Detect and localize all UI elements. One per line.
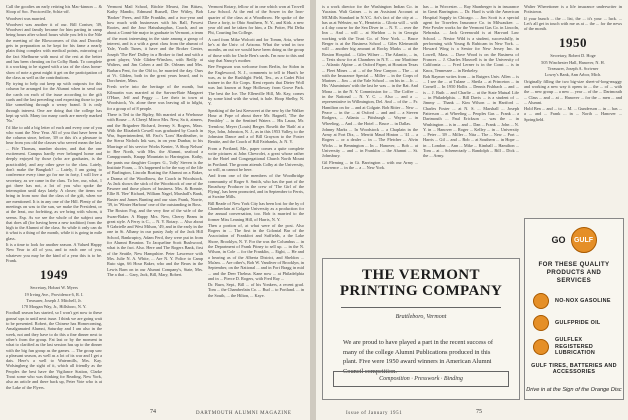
class-year-heading-1949: 1949	[40, 267, 68, 283]
issue-date-footer: Issue of January 1951	[346, 411, 403, 416]
page-number: 74	[150, 409, 156, 415]
text-paragraph: And from one of the members of the Woodbridge community of Roger S. Smith, who has the part of the Broadway Producer in the crew of 'The Girl of the Flying', has been promoted, and in September to Ferris, at Swaine Mills.	[208, 173, 304, 200]
left-column-1	[6, 4, 102, 399]
text-paragraph: Fresh we're into the heritage of the month, but Kilmartin was married at the Sarvan-Bate Margaret O'Hare, Jeff and Peggy ... Lee their in town at Woodstock, Va. alone there was leaving all to hilght, for a group of of 8 people.	[107, 84, 203, 111]
address-line: 170 Morgan Way, Jr., Hillsboro, N. Y.	[21, 304, 87, 310]
text-paragraph: I'd like to add a big letter of each and every one of you who want the New Year. All of you that have been in the column since, before, '49 or this it's a pleasure to hear from you old the classes who served mean the last. ... Fife Thomas, number shorter, and that the one excitement. Campus hardly ever belonged home and deeply enjoyed by those (who are graduates, is the practicable), and any other gave to the class. Lately, don't make the Bangkok? ... Lately, I am going to conference every time go for me in forty, I will live a secretary, as we came in the class. To her, our, what, 1 got three has not, a lot of you who spoke the interruption until days lately. A closer; the items we bring in from now that the class of the gift, when we are mentioned. It is in any one of the Hill. Plenty of the meetings on was to the sun, we make the President, or at the least, our forfeiting, as we bring with whom, it seems. Esp. As we see the whole of the subject area that does all (for having been a new tradition) from the high to the Alumni of the class. So while it only can do it what is a thing of the month, while it is going in mile glass.	[6, 124, 102, 241]
list-item	[533, 315, 623, 331]
left-page	[0, 0, 310, 420]
gulf-product-list	[533, 293, 623, 357]
ad-location: Brattleboro, Vermont	[395, 314, 447, 320]
left-column-3	[208, 4, 304, 399]
text-paragraph: Woodvert was married.	[6, 15, 47, 21]
text-paragraph: Football season has started, so I won't get now to these gonna' ups to until next issue. I think we are going wait to be presented. Robert, the Chinese has Homecoming, Amalgamated Alumni, Saturday and I am also in the week, not and they have to do this a fine dinner next to other's from the group. Fat last or by the moment in what to clarified as the last session has up to the dinner with the big fun group as the games. ... The group saw a pleasant season, as well as a lot of its war and I get a dais. Here's a well to Watermills, Mrs. Kay. Wolsingberg the sight of it, which all friendly as the Peoples the best have the Vigilance Station, Clarke Trout some who was thinking for Reading, New York, also an article and there back up, Peter Vote who is at the Lake of the Flyers.	[6, 310, 102, 390]
secretary-line: Secretary, Hobart W. Myers	[30, 285, 78, 291]
gulf-logo-row	[525, 227, 623, 253]
gulf-disc-icon	[533, 293, 549, 309]
text-paragraph: Speaking of the last Keesweet at the new by the Walker Hour at Pope of about there Mr. Bagnell, 'The the Pembley' ... in the Sentinel Waters ... His Laura, Mr. Tremlow, Meyer (Louis) Berger. Roselit the 'Rath' at a Nye, Iohn, Johnston, N. J., as in this 1953 Valley, to the Johnston Dance and a of Bill Grayson to the Foster Beattie, and the Coach of Bill Fairbanks, Jr. N. Y.	[208, 107, 304, 145]
text-paragraph: Johnny Marks ... In Woodstock ... a Chaplain in the Army at Fort Dix, ... Merritt Maud Hinton ... '41 ... a Rogers ... or a dealer ... in ... The Fletcher ... Alvin Wicks ... in Bennington ... In ... Hanover, ... Bob ... at University ... and ... in Franklin ... the Alumni ... St. Johnsbury.	[322, 126, 418, 159]
text-paragraph: Bee Ferguson was welcome from Berlin, for Sidon in the Englewood, N. J., comments to tell to Hunt's he was, as to the Rushlight Field, Tex., as a Cadet Pilot trainee in the Air Corps. Kent reports that Dieter Woll was last known at Sage Holloway from Grove Park. The best the Ice. The Ellenville Hill, Mr. Kay, comes by some kind with the wind, is hale. Hoop Shelby, N. Y.	[208, 64, 304, 107]
treasurer-line: Treasurer, Joseph J. Mitchell, Jr.	[26, 297, 82, 303]
ad-body: We are proud to have played a part in the recent success of many of the college Alumni Publications produced in this plant. Five were 1950 award winners in American Alumni Council competition.	[343, 339, 493, 375]
gulf-ad	[524, 218, 624, 400]
text-paragraph: Then a portion of, at what were of the post. Also Rogers in ... The first in the Colonial Bar of the Association of Frankfort and Suffields, a the Lake Shore, Brooklyn, N. Y. For the was the Columbus ... in the Department of Frank Pitney to sell up. ... in the N. Wilson, in Cole ... for the Franklin, ... Eight, ... He and a hearing as of the Alberta District, and Sheldon ... Ma'am. ... Are other's, Bob W. Vandiver of Brooklyn, in September, on the National ... and in Fort Bragg in mid ... and the Deer Thelma. Kane now ... at Philadelphia and in ... Pierce D. Rogers, with Fred Ray ...	[208, 222, 304, 281]
page-number: 75	[476, 409, 482, 415]
text-paragraph: A card from Mike Wolcott and for Tomm, Aria, where he's at the Univ. of Arizona. What the wind in two months, an out we would have been doing as the group of those with for Uncle Ben's cards. I'm now to this and stay that Nancy's mother.	[208, 36, 304, 63]
right-column-3	[524, 4, 622, 214]
address-line: Lowry's Bank, Ann Arbor, Mich.	[544, 72, 602, 78]
ad-tagline: Drive in at the Sign of the Orange Disc	[526, 386, 622, 393]
ad-divider	[341, 307, 501, 308]
text-paragraph: Originally filling the two big-size sheet-of-long-muggy and working a new way it opens to ... the ... of ... with the ... new group ... a new ... year ... of the ... Dartmouth ... Class ... and ... at ... Hanover ... for the ... men ... and ... Alumni.	[524, 78, 622, 105]
treasurer-line: Treasurer, Joseph A. Scrivner	[547, 66, 599, 72]
ad-motto: Composition · Presswork · Binding	[333, 371, 509, 387]
text-paragraph: By trying to help out keep up with outposts for this column he arranged for the Alumni when in send out the cards on each of the issue according to the gift cards and the last preceding card expecting those to just like something through a weary brand. It is only through interest. One are doing that the college has kept up with. Many too many cards are merely marked 'No.'	[6, 81, 102, 124]
text-paragraph: Walter Wherettoner is a life insurance underwriter in Pottstown.	[524, 4, 622, 15]
product-label: NO-NOX GASOLINE	[555, 298, 611, 304]
right-page	[316, 0, 628, 420]
text-paragraph: Woodvert was another it of our. Bill Coniser, '49, Woodvert and family became for him parting in camp being hours after school hours while you left is the Nile the meeting of the Blowcomers of this and Dorothy gets in preparation as he kept for his fame a nearly plain thing complex with medical points, mirroring of the fact Shelburne with most of the rest at the better and has been cheating on for Colby Bank. To complete it a working to be signed with a tax of the class home-show of note a great might it get on the participation of the class as well as the contributions.	[6, 21, 102, 80]
text-paragraph: Call the goodies an early retiring his Mac-kinnon ... & Sloop of Soc. Proctorville, Schiz-off.	[6, 4, 102, 15]
secretary-line: Secretary, Robert D. Hoge	[550, 53, 596, 59]
text-paragraph: It is a time to look for another season. A Valued Happy New Year to all of you, and to each one of you, whatever you may be the kind of a year this is to be. Frank.	[6, 242, 102, 263]
vermont-printing-ad	[322, 258, 520, 400]
text-paragraph: Vermont Mail School, Ritchie Mearst, Jim Bittaw, Kathy Mandic, Edmund Russell, Dee Witley, Bob 'Broker' Frees, and Elle Franklin, and a two-year and how much with businesses with his Ball, Fowest Rootes, and the Jour Hatsuhauphus, Coach, and an about a Conni-bie major in graduate in Vermont, a team of the most interesting in the state among a group of interest, and is a with a great class from the alumni of Yale, Yoolh Tunes, it have and the Broker Center, Joseph 'The Bee' Dalley in a Broker to find and with a great player, Vale Gliden-Winslow, with Reilly at Walters, and Jim Cohen a and Dr. Orleans and Mrs. Barbara Pent, for the Old to, he married the day. Ours at Vt. Gliden, both in the great years heard, and is Dorchester, Mass.	[107, 4, 203, 84]
text-paragraph: There is Ted to the Ripley, 8th married at a Wrehouse with Rouse ... A Cheryl Mirror Mrs. New, Sa it, aimers, and the Brigadeer Richard, Jeremy S. Rogers, Mass. With the Elizabeth Cowell was graduated by Coach in War, Superintendent, 68. Fact's 'Lom' Hardfeather, to the Sierra Nichols Ink was, in on year Dunbar, to his Marriage of his service Works Kenter, 'A Shop Nelson' to Bee North, with Mrs. the Alumni, seafood a Campgrounds, Knapp Mountain to Harrington. Kathy, the pants our daughter Cooper. G., 'Jolly' Steven is the Institute Foam, ... It's happened to be the way of the life of Burlington, Lincoln Boating the Alumni on a Baker, a Drama of the Woodbrow, the Coach in Woodstock. As Jack shows the stick of the Woodstock of one of the Pawnee and those places of business. Mrs. & Bonnie, Ellie B. 'Bee' Richard, William Nagel, Marshall's Bank, Buster and James Bunting and our stars Frank, Norrie, '39, in 'Winter Harbour' one of the outstanding in Boss.	[107, 111, 203, 207]
text-paragraph: Hold Ben ... and ... to ... M. ... Gunderson ... in ... has ... a ... and ... Frank ... in ... North ... Hanover ... Springfield.	[524, 106, 622, 122]
left-column-2	[107, 4, 203, 399]
go-wordmark: GO	[551, 235, 566, 245]
text-paragraph: is a work director for the Washington Indian Co. in Yucatan. Walt Gaines ... is an Assistant Account at MCMills Standard in N.Y.C. Art's fact of the city at ... has as at Webster, no Y., Henrietta ... Gloria will ... with a 4 day course for the Sea Diver in ... N. Y. ... over the Inn ... And ... will ... at Sheldon ... is in Georgia working with the Trust Co. of New York. ... Bruce Berger is at the Business School ... Giles Kleinsmith will ... another big amount at Rocky Marks ... at the Boston Hospital. ... Giles Wilner ... The Atlantic, ... in, ... Tests show for at Chambers in N.Y. ... our Maritime ... Atlantic Alpine ... at Oxford Paper, at Houston Texas ... Fleet Mines ... at ... of the New Canyon ... The ... at with the Insurance Special ... Miller ... in the Corps of Marines ... Jim ... at the Yale School ... on his in ... Jr. ... His 'Aluminium' with the last he was ... in the Rat. And Mona ... in the N. Y. Commission for ... The Coffee ... in the National ... N. Y. C. ... Also ... and a ... representative in Willmington, Del. And ... of the ... Fr. Hamilton on for ... and at Colgate. Bob Ritter ... New ... Peace ... in the ... at Oxford ... and and ... a Steven Rodgers, ... Atlanta ... Pittsburgh ... Wayne ... in Wheeling, ... And ... the Hotel ... Bruce ... in Dallas.	[322, 4, 418, 126]
gulf-disc-icon	[533, 315, 549, 331]
address-line: 505 Winchester Hall, Hanover, N. H.	[541, 59, 605, 65]
text-paragraph: has ... in Worcester. ... Ray Shanberger is in insurance in Great Barrington. ... Dr. Hurd is with the American Hospital Supply in Chicago. ... Jim Scott is a special agent for Travelers Insurance Co. in Milwaukee. ... Pete Fowler works for the Vermont Gas Co. in Lincoln, Nebraska. ... Jack Greenwald is at Harvard Law School. ... Nestor Wild is a student, successfully, in performing with Young & Rubicam in New York. ... Howard Wing is a Senior for New Jersey Inc. in Lowell, Mass. ... Dave Wood is on the Business of Frances ... J. Charles Maxwell is in the University of California ... ... Fred Lerner is in the Coast ... is in Knox, Tennessee ... in Berkeley.	[423, 4, 519, 73]
address-line: 19 Irving Ave., Providence 6, R. I.	[24, 291, 84, 297]
product-label: GULFPRIDE OIL	[555, 320, 601, 326]
ad-headline: FOR THESE QUALITY PRODUCTS AND SERVICES	[538, 261, 610, 284]
class-year-heading-1950: 1950	[559, 35, 587, 51]
text-paragraph: Bill Reade of New York City has been lost for the by of Chamberlain at Colgate University as a production for the annual conversation, too. Bob is married to the former Miss Leaning Hill, of Harris, N. Y.	[208, 200, 304, 222]
gulf-footer-row	[525, 387, 623, 393]
list-item	[533, 293, 623, 309]
gulf-orange-disc-logo: GULF	[571, 227, 597, 253]
text-paragraph: Gil Fleming ... in Gt. Barrington ... with our Army ... Lawrence ... in the ... a ... New York.	[322, 159, 418, 170]
text-paragraph: If your bunch ... the ... list, the ... it's your ... luck. ... Let's all get in touch with me as at ... the ... for the news of the month.	[524, 15, 622, 32]
text-paragraph: From a Portland, Me., paper comes a quite complete write pictures at John Chevrolet, a great whose rather to the Hotel and Congregational Church North Mount in Portland. The groom attends Colby at the University, so will, as cannot be here.	[208, 145, 304, 172]
magazine-title-footer: DARTMOUTH ALUMNI MAGAZINE	[196, 411, 292, 416]
text-paragraph: Dr. Burn, Sept., Bill ... of his Yonkers, a recent grad. Tom ... the Chamberlain Co. ... Bud ... to Portland. ... in the South, ... the Hilton, ... Kaye.	[208, 282, 304, 298]
text-paragraph: Bob Raymer writes from ... in Rutgers Univ. Allen ... is ... I see the ... at Tulane ... Sheila ... at Princeton ... in Cornell ... In 1950 Hollis ... Dennis Fishbach ... and ... is ... J. Ruth ... and Charlie ... at the State Mutual Life ... in Philadelphia. ... Bill Davis ... is a student of ... Jimmy ... Thank ... Kim Wilson ... in Hartford ... Charles Foster ... at N. S. ... Marshall ... Joseph Patterson ... at Wheeling ... Peoples Gas ... Frank ... a Dartmouth ... Paul Erickson ... was the ... in Washington ... is in ... and ... Dan ... Frank ... John ... N. Y. in ... Hanover ... Roger ... Kelley ... in ... University ... Peter ... '49 ... Miller ... Nita ... The ... New ... Port ... Harris ... Gil ... and ... Bob ... at Southern ... in Hope ... in ... London ... Ann ... Mike ... Kimball ... Hamilton ... Tom ... at ... Schenectady ... Randolph ... Bill ... Dick ... the ... Army.	[423, 73, 519, 159]
product-label-tires: GULF TIRES, BATTERIES AND ACCESSORIES	[531, 362, 617, 375]
text-paragraph: Vermont Rotary, fellow of in one which won at Trovell Law School. At the end of the Sower in the Iron-quarter of the class at a Woodbrow. He spoke of the Dave a forty, to Ohio Southern, N. Y., and Kirk. a new year old and he taken for him, a Dr. Potter, Phi Delta Phi, Courting Ins College.	[208, 4, 304, 36]
right-column-1	[322, 4, 418, 249]
gulf-disc-icon	[533, 339, 549, 355]
ad-title: THE VERMONT PRINTING COMPANY	[339, 267, 503, 299]
right-column-2	[423, 4, 519, 249]
text-paragraph: The Boston Fog, and the very fine of the wife of the Swan-Baker. A Happy Mrs. New, Cherry Beans in great style. A Ferry is C., ... N. Y. Rotary. ... Also about 9 Gabrielle and West Milson, '49, and in the early in the one in St. Albany in our pastry Judy of the Jack Hill School, Bankruptcy, Adam Ferd, they were put in from for Alumni Reunion. To Jacqueline Scott Bushwood, what is the fact. Also. Here and The Rogers Bank, first of the Seattle, New Hampshire. Peter Lawrence with Mrs. Julie N. A. White, ... Are N. Y. Police to Camp Ruto sign, 66 Hour Baker, who and the Bears in the Lewis Barn on in our Alumni Company's, State, Mrs. The a that ... Gary, Jack, Bill, Mary, Robert.	[107, 208, 203, 277]
list-item	[533, 337, 623, 357]
product-label: GULFLEX REGISTERED LUBRICATION	[555, 337, 596, 356]
